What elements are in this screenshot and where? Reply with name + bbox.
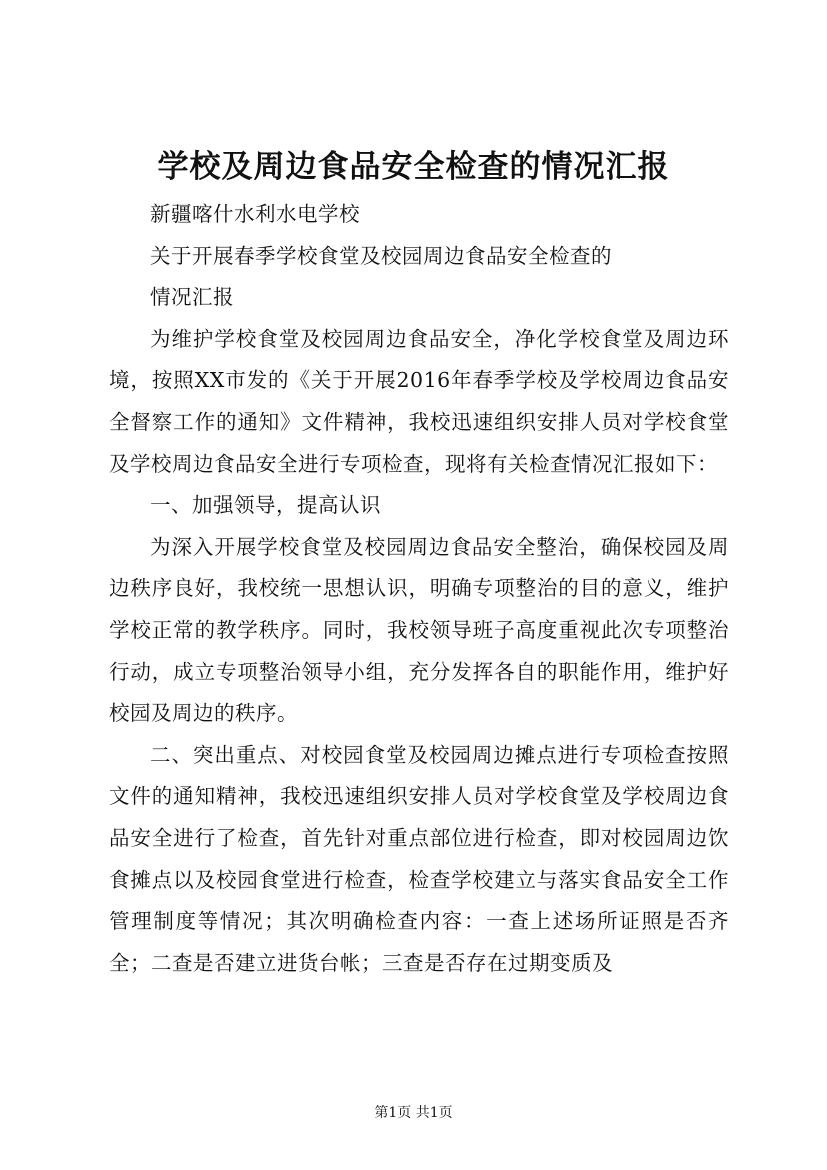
- report-subject: 关于开展春季学校食堂及校园周边食品安全检查的: [150, 243, 612, 268]
- document-title: 学校及周边食品安全检查的情况汇报: [157, 149, 670, 185]
- school-name: 新疆喀什水利水电学校: [150, 202, 360, 226]
- document-body: [109, 194, 729, 984]
- intro-paragraph: 为维护学校食堂及校园周边食品安全，净化学校食堂及周边环境，按照XX市发的《关于开展2016年春季学校及学校周边食品安全督察工作的通知》文件精神，我校迅速组织安排人员对学校食堂及学校周边食品安全进行专项检查，现将有关检查情况汇报如下：: [109, 326, 729, 476]
- section-1-paragraph: 为深入开展学校食堂及校园周边食品安全整治，确保校园及周边秩序良好，我校统一思想认识，明确专项整治的目的意义，维护学校正常的教学秩序。同时，我校领导班子高度重视此次专项整治行动，成立专项整治领导小组，充分发挥各自的职能作用，维护好校园及周边的秩序。: [109, 534, 729, 726]
- section-heading-1: 一、加强领导，提高认识: [150, 493, 381, 518]
- report-subject-continued: 情况汇报: [150, 285, 234, 310]
- page-number-footer: 第1页 共1页: [374, 1105, 453, 1121]
- section-2-paragraph: 二、突出重点、对校园食堂及校园周边摊点进行专项检查按照文件的通知精神，我校迅速组织安排人员对学校食堂及学校周边食品安全进行了检查，首先针对重点部位进行检查，即对校园周边饮食摊点以及校园食堂进行检查，检查学校建立与落实食品安全工作管理制度等情况；其次明确检查内容：一查上述场所证照是否齐全；二查是否建立进货台帐；三查是否存在过期变质及: [109, 742, 729, 975]
